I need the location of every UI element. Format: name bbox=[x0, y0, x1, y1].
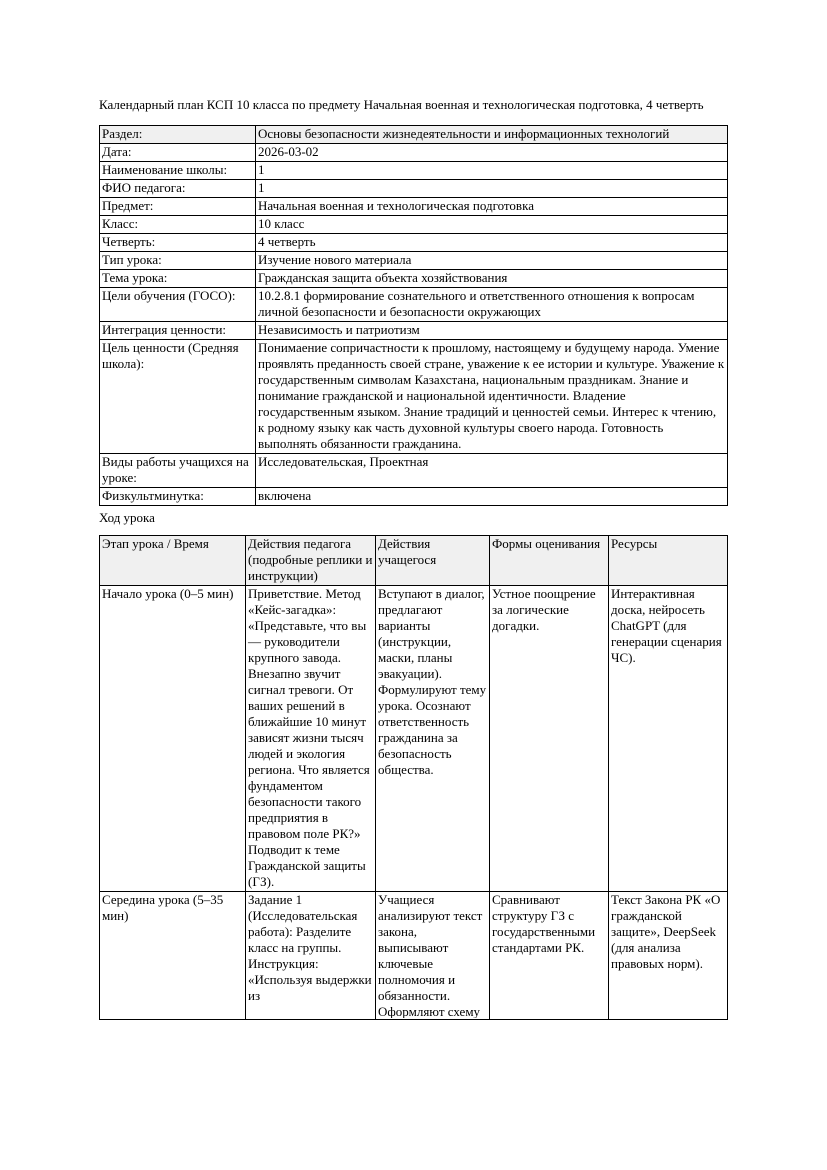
table-row bbox=[100, 198, 728, 216]
lesson-info-table bbox=[99, 125, 728, 506]
info-value: 1 bbox=[256, 180, 728, 198]
teacher-cell bbox=[246, 892, 376, 1020]
info-value: Понимаение сопричастности к прошлому, настоящему и будущему народа. Умение проявлять преданность своей стране, уважение к ее истории и культуре. Уважение к государственным символам Казахстана, национальным праздникам. Знание и понимание гражданской и национальной идентичности. Владение государственным языком. Знание традиций и ценностей семьи. Интерес к чтению, к родному языку как часть духовной культуры своего народа. Готовность выполнять обязанности гражданина. bbox=[256, 340, 728, 454]
info-value: 10 класс bbox=[256, 216, 728, 234]
student-cell: Вступают в диалог, предлагают варианты (инструкции, маски, планы эвакуации). Формулируют тему урока. Осознают ответственность гражданина за безопасность общества. bbox=[376, 586, 490, 892]
info-label: Интеграция ценности: bbox=[100, 322, 256, 340]
teacher-text: Задание 1 (Исследовательская работа): Разделите класс на группы. Инструкция: «Используя выдержки из bbox=[248, 892, 372, 1003]
stage-text: Середина урока (5–35 мин) bbox=[102, 892, 224, 923]
info-value: 4 четверть bbox=[256, 234, 728, 252]
info-label: Цель ценности (Средняя школа): bbox=[100, 340, 256, 454]
info-label: Дата: bbox=[100, 144, 256, 162]
info-label: Предмет: bbox=[100, 198, 256, 216]
info-value: Начальная военная и технологическая подготовка bbox=[256, 198, 728, 216]
page-title: Календарный план КСП 10 класса по предмету Начальная военная и технологическая подготовка, 4 четверть bbox=[99, 97, 704, 112]
table-row bbox=[100, 162, 728, 180]
resources-cell: Интерактивная доска, нейросеть ChatGPT (для генерации сценария ЧС). bbox=[609, 586, 728, 892]
info-value: Изучение нового материала bbox=[256, 252, 728, 270]
flow-row bbox=[100, 586, 728, 892]
info-value: Основы безопасности жизнедеятельности и информационных технологий bbox=[256, 126, 728, 144]
flow-header-row bbox=[100, 536, 728, 586]
info-value: 1 bbox=[256, 162, 728, 180]
teacher-cell: Приветствие. Метод «Кейс-загадка»: «Представьте, что вы — руководители крупного завода. Внезапно звучит сигнал тревоги. От ваших решений в ближайшие 10 минут зависят жизни тысяч людей и экология региона. Что является фундаментом безопасности такого предприятия в правовом поле РК?» Подводит к теме Гражданской защиты (ГЗ). bbox=[246, 586, 376, 892]
lesson-flow-table bbox=[99, 535, 728, 1020]
document-content bbox=[99, 96, 727, 1020]
column-header-stage: Этап урока / Время bbox=[100, 536, 246, 586]
info-value: Исследовательская, Проектная bbox=[256, 454, 728, 488]
info-label: ФИО педагога: bbox=[100, 180, 256, 198]
table-row bbox=[100, 180, 728, 198]
info-value: включена bbox=[256, 488, 728, 506]
student-text: Учащиеся анализируют текст закона, выписывают ключевые полномочия и обязанности. Оформляют схему bbox=[378, 892, 483, 1018]
resources-cell bbox=[609, 892, 728, 1020]
info-value: 10.2.8.1 формирование сознательного и ответственного отношения к вопросам личной безопасности и безопасности окружающих bbox=[256, 288, 728, 322]
column-header-resources: Ресурсы bbox=[609, 536, 728, 586]
flow-row bbox=[100, 892, 728, 1020]
info-value: Независимость и патриотизм bbox=[256, 322, 728, 340]
info-label: Класс: bbox=[100, 216, 256, 234]
assessment-text: Сравнивают структуру ГЗ с государственными стандартами РК. bbox=[492, 892, 596, 955]
stage-cell bbox=[100, 892, 246, 1020]
info-value: Гражданская защита объекта хозяйствования bbox=[256, 270, 728, 288]
info-label: Наименование школы: bbox=[100, 162, 256, 180]
table-row bbox=[100, 216, 728, 234]
info-value: 2026-03-02 bbox=[256, 144, 728, 162]
table-row bbox=[100, 270, 728, 288]
resources-text: Текст Закона РК «О гражданской защите», DeepSeek (для анализа правовых норм). bbox=[611, 892, 721, 971]
column-header-assessment: Формы оценивания bbox=[490, 536, 609, 586]
table-row bbox=[100, 144, 728, 162]
column-header-student: Действия учащегося bbox=[376, 536, 490, 586]
table-row bbox=[100, 340, 728, 454]
table-row bbox=[100, 454, 728, 488]
info-label: Цели обучения (ГОСО): bbox=[100, 288, 256, 322]
table-row bbox=[100, 322, 728, 340]
info-label: Тип урока: bbox=[100, 252, 256, 270]
table-row bbox=[100, 234, 728, 252]
column-header-teacher: Действия педагога (подробные реплики и инструкции) bbox=[246, 536, 376, 586]
table-row bbox=[100, 288, 728, 322]
table-row bbox=[100, 488, 728, 506]
info-label: Тема урока: bbox=[100, 270, 256, 288]
table-row bbox=[100, 126, 728, 144]
info-label: Раздел: bbox=[100, 126, 256, 144]
table-row bbox=[100, 252, 728, 270]
student-cell bbox=[376, 892, 490, 1020]
info-label: Физкультминутка: bbox=[100, 488, 256, 506]
info-label: Четверть: bbox=[100, 234, 256, 252]
assessment-cell bbox=[490, 892, 609, 1020]
assessment-cell: Устное поощрение за логические догадки. bbox=[490, 586, 609, 892]
section-heading: Ход урока bbox=[99, 510, 155, 525]
info-label: Виды работы учащихся на уроке: bbox=[100, 454, 256, 488]
stage-cell: Начало урока (0–5 мин) bbox=[100, 586, 246, 892]
